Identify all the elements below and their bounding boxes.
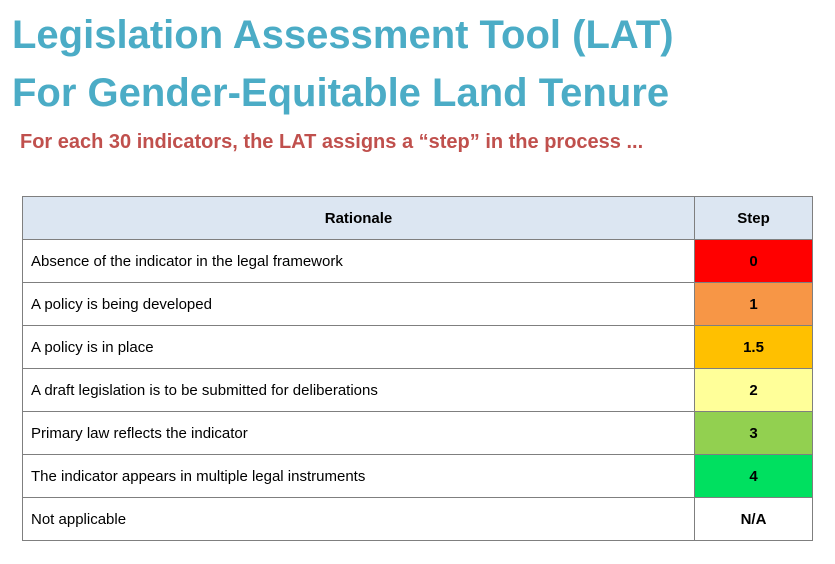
step-cell: 2	[695, 369, 813, 412]
rationale-cell: A policy is in place	[23, 326, 695, 369]
table-row	[23, 498, 813, 541]
rationale-cell: A policy is being developed	[23, 283, 695, 326]
title-line-1: Legislation Assessment Tool (LAT)	[12, 13, 674, 57]
rationale-cell: The indicator appears in multiple legal instruments	[23, 455, 695, 498]
title-line-2: For Gender-Equitable Land Tenure	[12, 71, 670, 115]
subtitle: For each 30 indicators, the LAT assigns a “step” in the process ...	[20, 131, 644, 153]
rationale-cell: Not applicable	[23, 498, 695, 541]
table-row	[23, 326, 813, 369]
table-row	[23, 283, 813, 326]
table-header-row	[23, 197, 813, 240]
rationale-cell: Absence of the indicator in the legal framework	[23, 240, 695, 283]
step-cell: 1	[695, 283, 813, 326]
step-cell: 4	[695, 455, 813, 498]
table-row	[23, 369, 813, 412]
header-step: Step	[695, 197, 813, 240]
lat-steps-table	[22, 196, 813, 541]
page-title	[12, 6, 674, 122]
table-row	[23, 240, 813, 283]
rationale-cell: A draft legislation is to be submitted for deliberations	[23, 369, 695, 412]
step-cell: 1.5	[695, 326, 813, 369]
rationale-cell: Primary law reflects the indicator	[23, 412, 695, 455]
table-row	[23, 412, 813, 455]
step-cell: 0	[695, 240, 813, 283]
header-rationale: Rationale	[23, 197, 695, 240]
step-cell: 3	[695, 412, 813, 455]
step-cell: N/A	[695, 498, 813, 541]
table-row	[23, 455, 813, 498]
